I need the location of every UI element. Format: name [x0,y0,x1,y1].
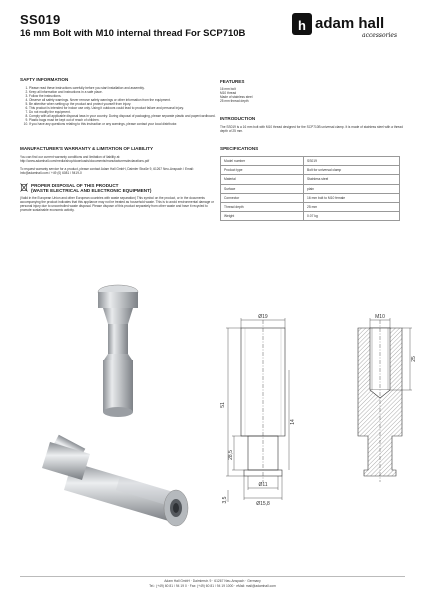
logo-text: adam hall [315,15,385,32]
spec-key: Model number [221,157,304,166]
warranty-text: You can find our current warranty conditions and limitation of liability at: http://www.adamhall.com/media/shop/downloads/documents/manufacturersdeclarations.pdf [20,155,150,164]
dim-height-14: 14 [290,419,296,425]
list-item: 6. This product is intended for indoor use only. Using it outdoors could lead to product failure and personal injury. [29,106,216,110]
footer-address: Adam Hall GmbH · Daimlerstr. 9 · 61267 Neu-Anspach · Germany [164,579,261,583]
spec-key: Connector [221,193,304,202]
dim-diameter-19: Ø19 [258,314,268,320]
spec-value: plain [304,184,400,193]
brand-logo [292,10,408,42]
spec-value: 25 mm [304,202,400,211]
footer [0,579,425,589]
specifications-heading: SPECIFICATIONS [220,146,259,151]
table-row [221,202,400,211]
list-item: 9. Plastic bags must be kept out of reach of children. [29,118,216,122]
disposal-heading: PROPER DISPOSAL OF THIS PRODUCT [31,183,119,188]
disposal-text: (Valid in the European Union and other European countries with waste separation) This symbol on the product, or in the documents accompanying the product indicates that this appliance may not be treated as household waste. This is to avoid environmental damage or personal injury due to uncontrolled waste disposal. Please dispose of this product separately from other waste and have it recycled to promote sustainable economic activity. [20,196,214,213]
list-item: 3. Follow the instructions. [29,94,216,98]
warranty-section [20,146,216,175]
dim-height-3-5: 3,5 [222,496,228,504]
warranty-heading: MANUFACTURER'S WARRANTY & LIMITATION OF LIABILITY [20,146,154,151]
list-item: 5. Be attentive when setting up the product and protect yourself from injury. [29,102,216,106]
spec-value: 0.07 kg [304,212,400,221]
specifications-section [220,146,410,221]
spec-key: Material [221,175,304,184]
list-item: 1. Please read these instructions carefully before you start installation and assembly. [29,86,216,90]
spec-value: Bolt for universal clamp [304,166,400,175]
table-row [221,212,400,221]
table-row [221,193,400,202]
front-view-dimensions [226,318,289,502]
footer-divider [20,576,405,577]
dim-diameter-15-8: Ø15,8 [256,501,270,507]
features-heading: FEATURES [220,79,245,84]
features-section [220,79,410,103]
introduction-heading: INTRODUCTION [220,116,256,121]
warranty-contact: To request warranty service for a product, please contact Adam Hall GmbH, Daimler Straße 9, 61267 Neu-Anspach / Email: Info@adamhall.com / +49 (0) 6081 / 9419-0 [20,167,194,176]
list-item: M10 thread [220,91,237,95]
section-view [358,320,402,482]
introduction-section [220,116,410,133]
logo-subtext: accessories [362,32,398,39]
wheelie-bin-crossed-icon [20,183,28,192]
spec-key: Product type [221,166,304,175]
dim-thread-depth-25: 25 [411,356,417,362]
svg-text:h: h [298,18,306,33]
safety-section [20,77,216,126]
product-code: SS019 [20,12,61,27]
table-row [221,184,400,193]
introduction-text: The SS019 is a 16 mm bolt with M10 thread designed for the SCP710B universal clamp. It is made of stainless steel with a thread depth of 25 mm. [220,125,403,134]
list-item: 7. Do not modify the equipment. [29,110,216,114]
spec-key: Weight [221,212,304,221]
list-item: 8. Comply with all applicable disposal laws in your country. During disposal of packaging, please separate plastic and paper/cardboard. [29,114,216,118]
dim-diameter-11: Ø11 [258,482,268,488]
safety-heading: SAFTY INFORMATION [20,77,69,82]
list-item: 25 mm thread depth [220,99,249,103]
spec-value: Stainless steel [304,175,400,184]
spec-key: Thread depth [221,202,304,211]
footer-contact: Tel.: (+49) 60 81 / 94 19 0 · Fax: (+49) 60 81 / 94 19 1000 · eMail: mail@adamhall.com [149,584,276,588]
disposal-section [20,183,216,212]
spec-value: SS019 [304,157,400,166]
specifications-table [220,156,400,221]
features-list [220,87,410,103]
list-item: Made of stainless steel [220,95,253,99]
spec-value: 16 mm bolt to M10 female [304,193,400,202]
front-view [241,320,285,482]
dim-thread-m10: M10 [375,314,385,320]
bolt-photo-lying [42,435,188,526]
dim-height-28-5: 28,5 [228,450,234,460]
table-row [221,175,400,184]
list-item: 2. Keep all information and instructions in a safe place. [29,90,216,94]
product-subtitle: 16 mm Bolt with M10 internal thread For SCP710B [20,28,246,39]
safety-list [20,86,216,126]
table-row [221,157,400,166]
disposal-subheading: (WASTE ELECTRICAL AND ELECTRONIC EQUIPMENT) [31,188,152,193]
technical-drawing [218,310,418,510]
product-photos [30,272,220,572]
bolt-photo-upright [98,285,138,417]
spec-key: Surface [221,184,304,193]
list-item: 4. Observe all safety warnings. Never remove safety warnings or other information from the equipment. [29,98,216,102]
dim-height-51: 51 [220,402,226,408]
list-item: 10. If you have any questions relating to this instruction or any warnings, please contact your local distributor. [29,122,216,126]
table-row [221,166,400,175]
list-item: 16 mm bolt [220,87,236,91]
